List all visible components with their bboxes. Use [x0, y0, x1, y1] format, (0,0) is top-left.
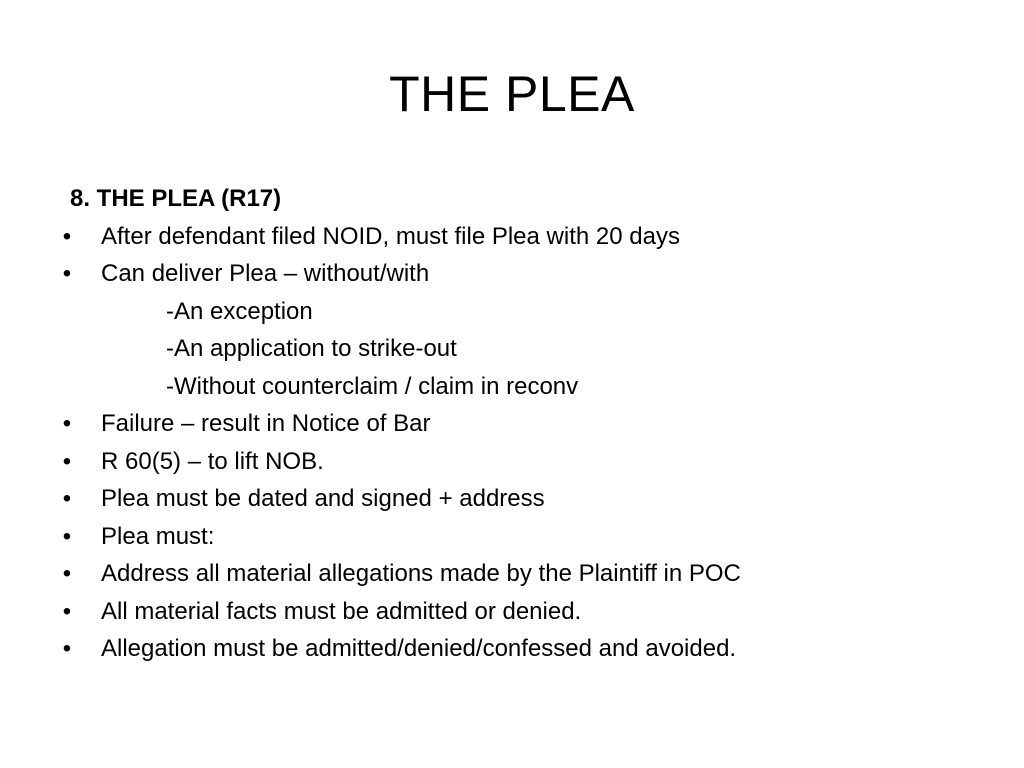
- list-item-text: Failure – result in Notice of Bar: [101, 410, 431, 437]
- section-heading: 8. THE PLEA (R17): [70, 185, 282, 212]
- list-item-text: Address all material allegations made by the Plaintiff in POC: [101, 560, 741, 587]
- list-item-text: R 60(5) – to lift NOB.: [101, 447, 324, 475]
- list-item: [58, 405, 978, 443]
- list-item-text: Plea must:: [101, 522, 215, 550]
- sub-list-item-text: -Without counterclaim / claim in reconv: [166, 372, 579, 400]
- list-item: [58, 518, 978, 556]
- sub-list-item: [58, 293, 978, 331]
- bullet-icon: •: [62, 447, 72, 475]
- list-item: [58, 255, 978, 293]
- list-item-text: After defendant filed NOID, must file Plea with 20 days: [101, 222, 680, 250]
- list-item: [58, 630, 978, 668]
- slide-title: THE PLEA: [389, 66, 635, 122]
- list-item: [58, 218, 978, 256]
- list-item: [58, 480, 978, 518]
- bullet-icon: •: [62, 635, 72, 662]
- sub-list-item: [58, 330, 978, 368]
- list-item: [58, 443, 978, 481]
- sub-list-item-text: -An exception: [166, 297, 313, 325]
- bullet-icon: •: [62, 260, 72, 287]
- list-item-text: Allegation must be admitted/denied/confessed and avoided.: [101, 635, 737, 662]
- sub-list-item: [58, 368, 978, 406]
- slide-body: [58, 180, 978, 668]
- list-item-text: All material facts must be admitted or denied.: [101, 597, 582, 625]
- list-item-text: Plea must be dated and signed + address: [101, 485, 545, 512]
- sub-list-item-text: -An application to strike-out: [166, 335, 457, 362]
- bullet-icon: •: [62, 597, 72, 625]
- bullet-icon: •: [62, 222, 72, 250]
- list-item-text: Can deliver Plea – without/with: [101, 260, 430, 287]
- bullet-icon: •: [62, 560, 72, 587]
- bullet-icon: •: [62, 522, 72, 550]
- list-item: [58, 593, 978, 631]
- bullet-icon: •: [62, 410, 72, 437]
- bullet-icon: •: [62, 485, 72, 512]
- list-item: [58, 555, 978, 593]
